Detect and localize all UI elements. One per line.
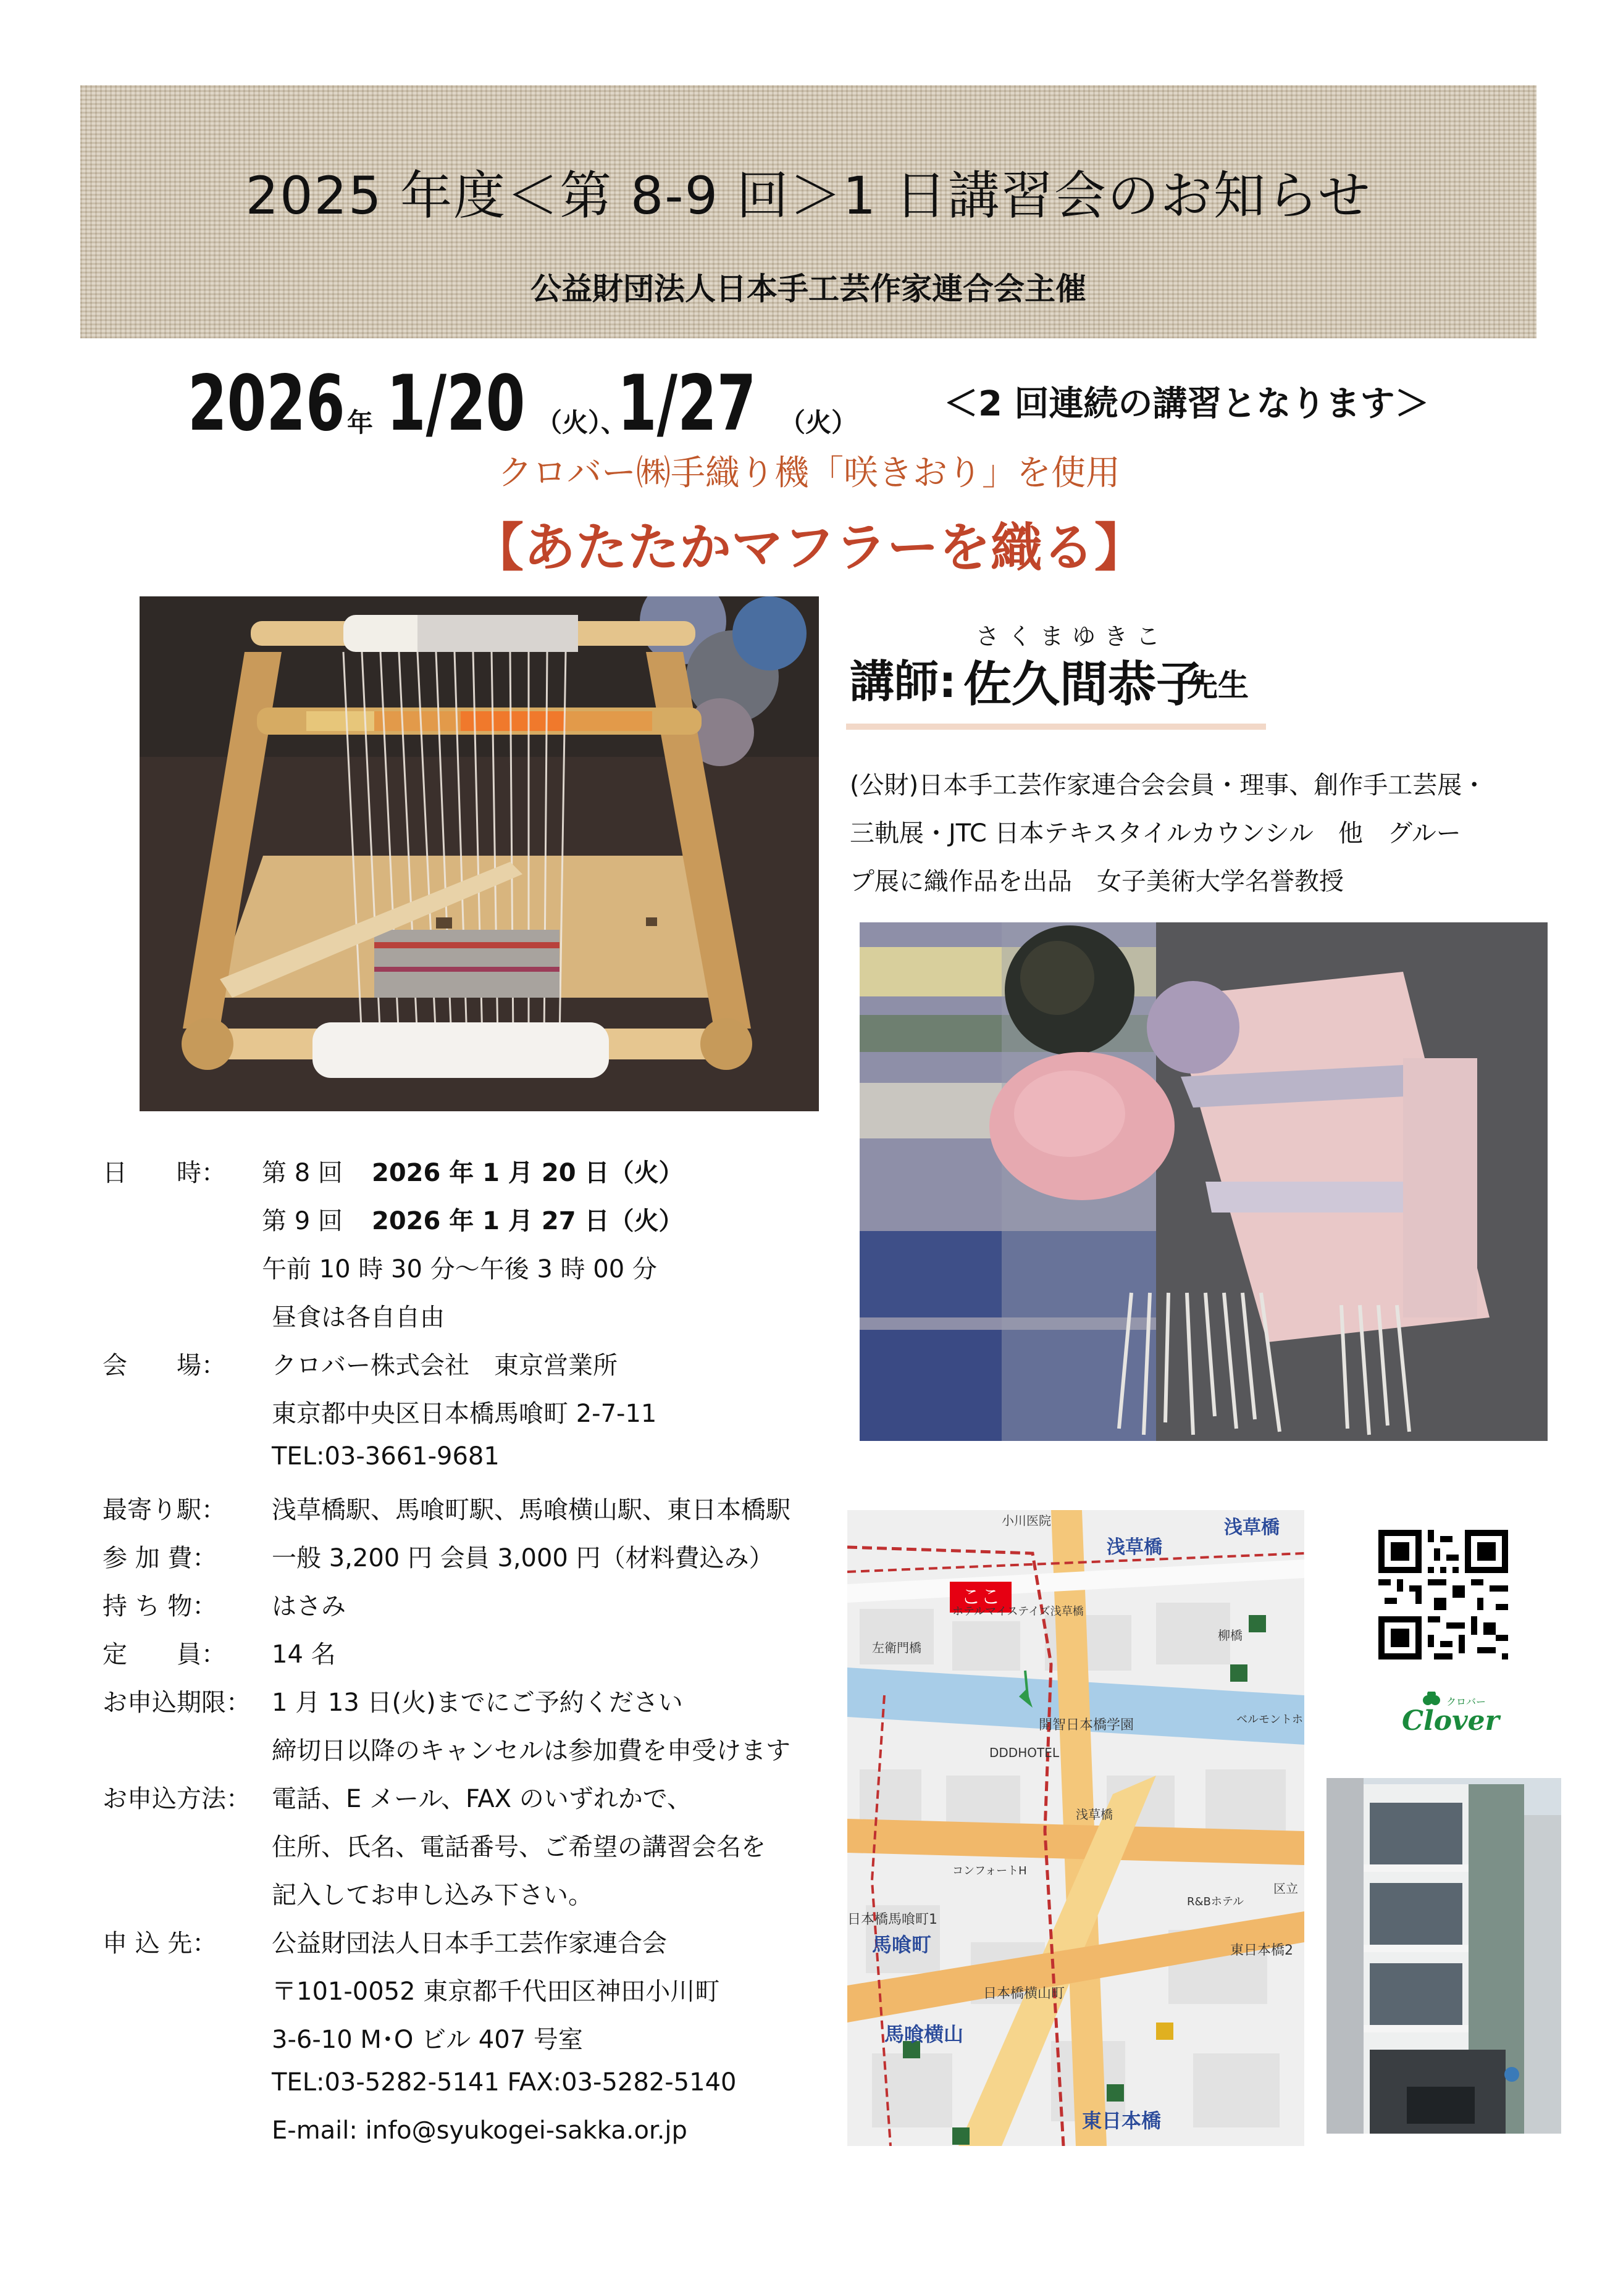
instructor-label: 講師: xyxy=(850,656,957,708)
map-here-marker: ここ xyxy=(960,1585,1001,1608)
clover-logo-jp: クロバー xyxy=(1446,1696,1486,1708)
series-note: ＜2 回連続の講習となります＞ xyxy=(944,384,1430,424)
map-label: ベルモントホ xyxy=(1236,1713,1303,1726)
date-year: 2026 xyxy=(188,359,345,448)
map-label: 馬喰横山 xyxy=(884,2023,964,2046)
venue-name: クロバー株式会社 東京営業所 xyxy=(272,1351,618,1380)
map-label: 浅草橋 xyxy=(1224,1517,1280,1538)
map-label: 日本橋馬喰町1 xyxy=(847,1912,937,1927)
map-graphic xyxy=(847,1510,1304,2146)
map-label: 浅草橋 xyxy=(1076,1807,1113,1822)
cancel-note: 締切日以降のキャンセルは参加費を申受けます xyxy=(272,1737,790,1765)
method-line: 住所、氏名、電話番号、ご希望の講習会名を xyxy=(272,1833,766,1861)
map-label: ホテルマイステイズ浅草橋 xyxy=(952,1605,1084,1618)
venue-address: 東京都中央区日本橋馬喰町 2-7-11 xyxy=(272,1400,657,1428)
map-label: 日本橋横山町 xyxy=(983,1986,1065,2002)
venue-label: 会 場： xyxy=(103,1351,226,1380)
loom-photo xyxy=(140,596,819,1111)
instructor-divider xyxy=(846,724,1266,730)
map-label: 左衛門橋 xyxy=(872,1640,921,1655)
session8-prefix: 第 8 回 xyxy=(262,1159,343,1187)
deadline-value: 1 月 13 日(火)までにご予約ください xyxy=(272,1689,683,1717)
map-label: 東日本橋 xyxy=(1082,2109,1162,2132)
instructor-honorific: 先生 xyxy=(1187,667,1249,703)
venue-tel: TEL:03-3661-9681 xyxy=(272,1442,500,1471)
datetime-label: 日 時： xyxy=(103,1159,226,1187)
map-label: 小川医院 xyxy=(1002,1513,1051,1528)
capacity-label: 定 員： xyxy=(103,1640,226,1669)
map-label: 浅草橋 xyxy=(1107,1537,1162,1558)
clover-logo-text: Clover xyxy=(1402,1705,1499,1735)
map-label: 区立 xyxy=(1273,1881,1298,1896)
session-time: 午前 10 時 30 分～午後 3 時 00 分 xyxy=(262,1255,657,1284)
clover-logo-graphic xyxy=(1390,1692,1532,1735)
contact-tel-fax: TEL:03-5282-5141 FAX:03-5282-5140 xyxy=(272,2068,737,2097)
clover-logo xyxy=(1390,1692,1532,1735)
date-first-day: （火）、 xyxy=(536,407,627,438)
bring-label: 持 ち 物： xyxy=(103,1592,217,1621)
contact-email[interactable]: E-mail: info@syukogei-sakka.or.jp xyxy=(272,2116,687,2145)
bring-value: はさみ xyxy=(272,1592,346,1621)
lunch-note: 昼食は各自自由 xyxy=(272,1303,445,1332)
workshop-title: 【あたたかマフラーを織る】 xyxy=(471,517,1146,578)
session9-prefix: 第 9 回 xyxy=(262,1207,343,1235)
contact-label: 申 込 先： xyxy=(103,1929,217,1958)
method-line: 記入してお申し込み下さい。 xyxy=(272,1881,593,1910)
date-second-day: （火） xyxy=(779,407,858,438)
capacity-value: 14 名 xyxy=(272,1640,336,1669)
header-banner xyxy=(80,85,1536,338)
fee-label: 参 加 費： xyxy=(103,1544,217,1572)
map-label: 開智日本橋学園 xyxy=(1039,1718,1134,1733)
map-label: 柳橋 xyxy=(1218,1628,1243,1643)
qr-code[interactable] xyxy=(1378,1530,1508,1659)
instructor-bio-line: 三軌展・JTC 日本テキスタイルカウンシル 他 グルー xyxy=(850,819,1461,848)
station-label: 最寄り駅： xyxy=(103,1496,226,1524)
contact-org: 公益財団法人日本手工芸作家連合会 xyxy=(272,1929,667,1958)
method-label: お申込方法： xyxy=(103,1785,251,1813)
map-label: 東日本橋2 xyxy=(1230,1943,1293,1958)
access-map xyxy=(847,1510,1304,2146)
scarf-illustration xyxy=(860,922,1548,1441)
map-label: コンフォートH xyxy=(952,1864,1027,1877)
building-illustration xyxy=(1327,1778,1561,2134)
map-label: 馬喰町 xyxy=(872,1933,932,1956)
instructor-furigana: さくまゆきこ xyxy=(976,623,1169,650)
page-title: 2025 年度＜第 8-9 回＞1 日講習会のお知らせ xyxy=(245,165,1372,226)
building-photo xyxy=(1327,1778,1561,2134)
contact-address: 3-6-10 M･O ビル 407 号室 xyxy=(272,2026,583,2054)
organizer-line: 公益財団法人日本手工芸作家連合会主催 xyxy=(530,271,1086,307)
map-label: DDDHOTEL xyxy=(989,1745,1059,1760)
fee-value: 一般 3,200 円 会員 3,000 円（材料費込み） xyxy=(272,1544,774,1572)
instructor-bio-line: (公財)日本手工芸作家連合会会員・理事、創作手工芸展・ xyxy=(850,771,1487,799)
instructor-name: 佐久間恭子 xyxy=(963,657,1205,712)
nearest-stations: 浅草橋駅、馬喰町駅、馬喰横山駅、東日本橋駅 xyxy=(272,1496,790,1524)
contact-address: 〒101-0052 東京都千代田区神田小川町 xyxy=(272,1977,720,2006)
session8-date: 2026 年 1 月 20 日（火） xyxy=(372,1159,684,1187)
deadline-label: お申込期限： xyxy=(103,1689,251,1717)
loom-illustration xyxy=(140,596,819,1111)
session9-date: 2026 年 1 月 27 日（火） xyxy=(372,1207,684,1235)
map-label: R&Bホテル xyxy=(1187,1895,1244,1908)
instructor-bio-line: プ展に織作品を出品 女子美術大学名誉教授 xyxy=(850,867,1344,896)
date-second: 1/27 xyxy=(618,359,757,448)
scarf-photo xyxy=(860,922,1548,1441)
date-first: 1/20 xyxy=(387,359,526,448)
method-line: 電話、E メール、FAX のいずれかで、 xyxy=(272,1785,692,1813)
qr-code-graphic xyxy=(1378,1530,1508,1659)
loom-device-line: クロバー㈱手織り機「咲きおり」を使用 xyxy=(498,453,1120,493)
date-year-unit: 年 xyxy=(347,407,374,438)
